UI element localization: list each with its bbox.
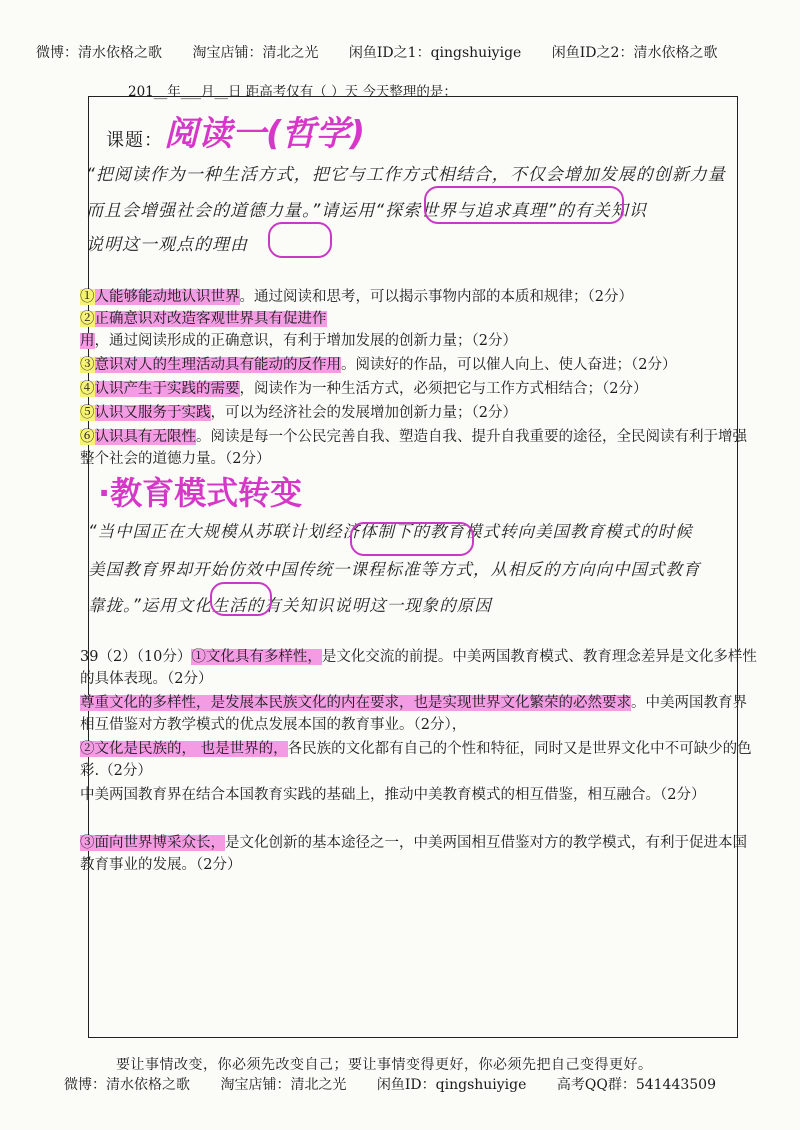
- answer1-4: ④认识产生于实践的需要，阅读作为一种生活方式，必须把它与工作方式相结合；（2分）: [80, 381, 648, 397]
- footer-motto: 要让事情改变，你必须先改变自己；要让事情变得更好，你必须先把自己变得更好。: [116, 1057, 653, 1073]
- footer-qq: 高考QQ群：541443509: [556, 1077, 716, 1093]
- question2-line2: 美国教育界却开始仿效中国传统一课程标准等方式，从相反的方向向中国式教育: [88, 560, 701, 579]
- answer2-p4: 中美两国教育界在结合本国教育实践的基础上，推动中美教育模式的相互借鉴，相互融合。（2分）: [80, 787, 706, 803]
- footer-taobao: 淘宝店铺：清北之光: [220, 1077, 347, 1093]
- header-xianyu1: 闲鱼ID之1：qingshuiyige: [348, 45, 522, 61]
- topic-handwritten: 阅读一(哲学): [164, 114, 366, 154]
- footer-weibo: 微博：清水依格之歌: [64, 1077, 190, 1093]
- question1-line1: “把阅读作为一种生活方式，把它与工作方式相结合，不仅会增加发展的创新力量: [86, 165, 726, 185]
- answer2-p2: 尊重文化的多样性，是发展本民族文化的内在要求，也是实现世界文化繁荣的必然要求。中美两国教育界相互借鉴对方教学模式的优点发展本国的教育事业。（2分），: [80, 695, 747, 733]
- page-header: [36, 42, 776, 62]
- question1-line3: 说明这一观点的理由: [86, 235, 248, 255]
- topic2-handwritten: ·教育模式转变: [98, 474, 303, 512]
- header-taobao: 淘宝店铺：清北之光: [192, 45, 319, 61]
- date-line: 201__年___月__日 距高考仅有（ ）天 今天整理的是：: [128, 84, 457, 100]
- circle-mark-4: [210, 582, 272, 616]
- circle-mark-2: [268, 222, 332, 258]
- footer-contacts: [64, 1074, 716, 1094]
- answer1-2: ②正确意识对改造客观世界具有促进作用，通过阅读形成的正确意识，有利于增加发展的创新力量；（2分）: [80, 311, 517, 349]
- question2-line1: “当中国正在大规模从苏联计划经济体制下的教育模式转向美国教育模式的时候: [88, 522, 693, 541]
- question1-line2: 而且会增强社会的道德力量。”请运用“探索世界与追求真理”的有关知识: [86, 201, 647, 221]
- question2-line3: 靠拢。”运用文化生活的有关知识说明这一现象的原因: [88, 596, 492, 615]
- header-xianyu2: 闲鱼ID之2：清水依格之歌: [551, 45, 718, 61]
- circle-mark-1: [424, 186, 624, 224]
- topic-label: 课题：: [106, 130, 163, 151]
- header-weibo: 微博：清水依格之歌: [36, 45, 162, 61]
- answer1-3: ③意识对人的生理活动具有能动的反作用。阅读好的作品，可以催人向上、使人奋进；（2分）: [80, 357, 677, 373]
- answer2-p5: ③面向世界博采众长，是文化创新的基本途径之一，中美两国相互借鉴对方的教学模式，有利于促进本国教育事业的发展。（2分）: [80, 835, 747, 873]
- answer2-p1: 39（2）（10分）①文化具有多样性，是文化交流的前提。中美两国教育模式、教育理念差异是文化多样性的具体表现。（2分）: [80, 649, 757, 687]
- answer1-6: ⑥认识具有无限性。阅读是每一个公民完善自我、塑造自我、提升自我重要的途径，全民阅读有利于增强整个社会的道德力量。（2分）: [80, 429, 747, 467]
- answer2-p3: ②文化是民族的， 也是世界的，各民族的文化都有自己的个性和特征，同时又是世界文化中不可缺少的色彩.（2分）: [80, 741, 752, 779]
- footer-xianyu: 闲鱼ID：qingshuiyige: [376, 1077, 527, 1093]
- circle-mark-3: [350, 522, 474, 556]
- answer1-1: ①人能够能动地认识世界。通过阅读和思考，可以揭示事物内部的本质和规律；（2分）: [80, 289, 633, 305]
- answer1-5: ⑤认识又服务于实践，可以为经济社会的发展增加创新力量；（2分）: [80, 405, 517, 421]
